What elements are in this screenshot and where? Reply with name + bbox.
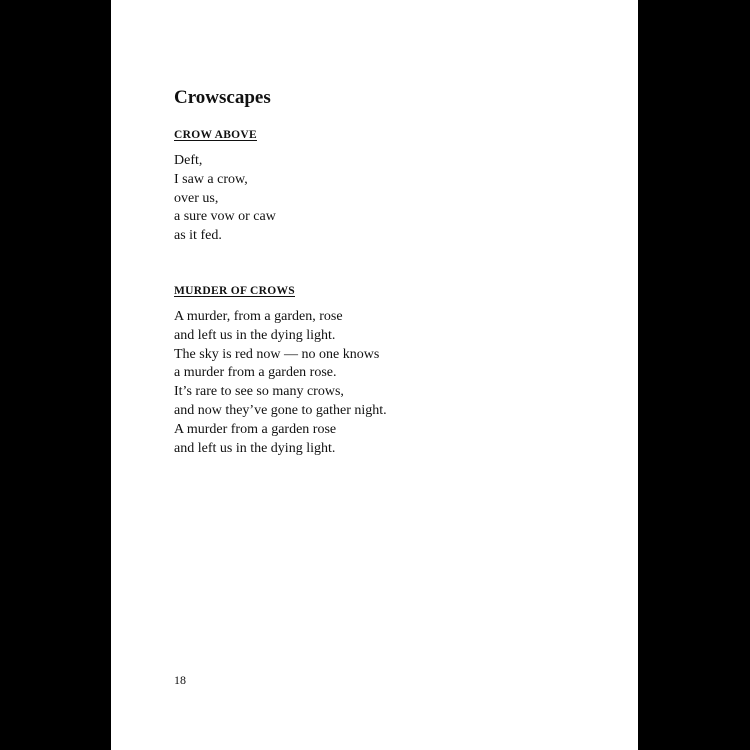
poem-line: The sky is red now — no one knows <box>174 346 380 362</box>
page-number: 18 <box>174 673 186 687</box>
poem-line: a sure vow or caw <box>174 209 276 225</box>
poem-line: A murder from a garden rose <box>174 421 337 437</box>
poem-murder-of-crows <box>174 308 387 458</box>
poem-line: A murder, from a garden, rose <box>174 309 343 324</box>
page-title: Crowscapes <box>174 87 271 108</box>
poem-line: It’s rare to see so many crows, <box>174 384 344 400</box>
poem-line: and left us in the dying light. <box>174 440 336 456</box>
poem-line: over us, <box>174 190 219 206</box>
poem-heading-murder-of-crows: MURDER OF CROWS <box>174 285 295 297</box>
book-page <box>111 0 638 750</box>
poem-heading-crow-above: CROW ABOVE <box>174 129 257 141</box>
poem-line: and now they’ve gone to gather night. <box>174 402 387 418</box>
poem-line: as it fed. <box>174 228 222 244</box>
poem-line: and left us in the dying light. <box>174 327 336 343</box>
poem-line: Deft, <box>174 153 203 168</box>
poem-line: I saw a crow, <box>174 171 248 187</box>
poem-line: a murder from a garden rose. <box>174 365 337 381</box>
poem-crow-above <box>174 152 276 246</box>
